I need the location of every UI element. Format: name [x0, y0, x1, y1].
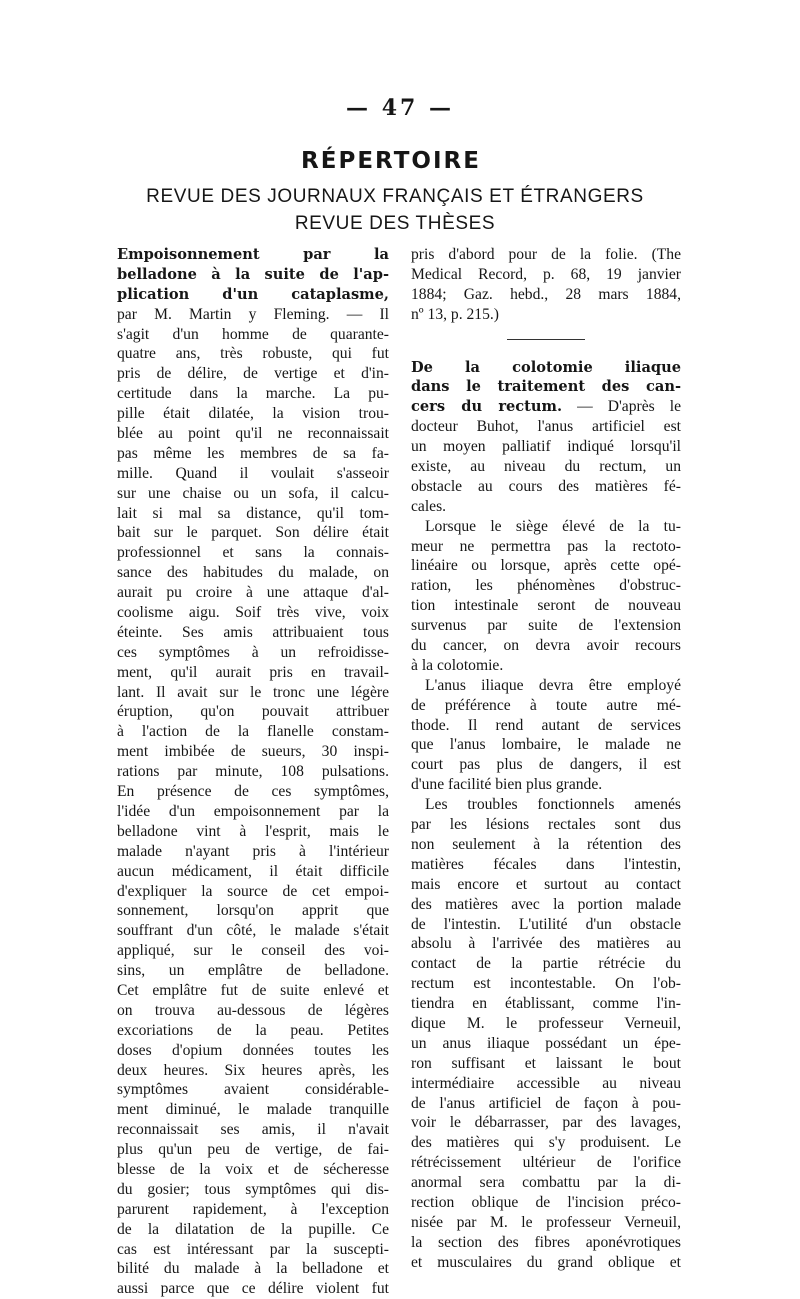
right-column	[411, 245, 681, 1273]
text-line: nisée par M. le professeur Verneuil,	[411, 1213, 681, 1231]
text-line: deux heures. Six heures après, les	[117, 1061, 389, 1079]
text-line: belladone à la suite de l'ap-	[117, 265, 389, 283]
article-colotomie	[411, 358, 681, 1273]
text-line: certitude dans la marche. La pu-	[117, 385, 389, 403]
text-line: mais encore et surtout au contact	[411, 875, 681, 893]
text-line: lait si mal sa distance, qu'il tom-	[117, 504, 389, 522]
text-line: Cet emplâtre fut de suite enlevé et	[117, 981, 389, 999]
text-line: sins, un emplâtre de belladone.	[117, 962, 389, 980]
section-subtitle-theses: REVUE DES THÈSES	[294, 213, 496, 234]
text-line: professionnel et sans la connais-	[117, 544, 389, 562]
text-line: ment diminué, le malade tranquille	[117, 1101, 389, 1119]
text-line: malade n'ayant pris à l'intérieur	[117, 842, 389, 860]
text-line: des matières avec la portion malade	[411, 895, 681, 913]
text-line: Les troubles fonctionnels amenés	[425, 796, 681, 814]
text-line: sur une chaise ou un sofa, il calcu-	[117, 484, 389, 502]
text-line: ment, qu'il aurait pris en travail-	[117, 663, 389, 681]
text-line: pas même les membres de sa fa-	[117, 444, 389, 462]
text-line: linéaire ou lorsque, après cette opé-	[411, 557, 681, 575]
text-line: aussi parce que ce délire violent fut	[117, 1280, 389, 1298]
text-line: cales.	[411, 497, 447, 515]
text-line: mille. Quand il voulait s'asseoir	[117, 464, 389, 482]
text-line: matières fécales dans l'intestin,	[411, 855, 681, 873]
text-line: plication d'un cataplasme,	[117, 285, 389, 303]
text-line: bilité du malade à la belladone et	[117, 1260, 389, 1278]
text-line: ration, les phénomènes d'obstruc-	[411, 577, 681, 595]
text-line: lant. Il avait sur le tronc une légère	[117, 683, 389, 701]
text-line: thode. Il rend autant de services	[411, 716, 681, 734]
text-line: 1884; Gaz. hebd., 28 mars 1884,	[411, 285, 681, 303]
text-line: Lorsque le siège élevé de la tu-	[425, 517, 681, 535]
text-line: absolu à l'arrivée des matières au	[411, 935, 681, 953]
text-line: d'expliquer la source de cet empoi-	[117, 882, 389, 900]
text-line: L'anus iliaque devra être employé	[425, 676, 681, 694]
text-line: nº 13, p. 215.)	[411, 305, 499, 323]
text-line: on trouva au-dessous de légères	[117, 1001, 389, 1019]
text-line: voir le débarrasser, par des lavages,	[411, 1114, 681, 1132]
text-line: excoriations de la peau. Petites	[117, 1021, 389, 1039]
text-line: reconnaissait ses amis, il n'avait	[117, 1121, 389, 1139]
text-line: symptômes avaient considérable-	[117, 1081, 389, 1099]
text-line: cers du rectum. — D'après le	[411, 398, 681, 416]
text-line: tiendra en établissant, comme l'in-	[411, 995, 681, 1013]
text-line: éruption, qu'on pouvait attribuer	[117, 703, 389, 721]
text-line: rection oblique de l'incision préco-	[411, 1193, 681, 1211]
text-line: d'une facilité bien plus grande.	[411, 776, 603, 794]
text-line: meur ne permettra pas la rectoto-	[411, 537, 681, 555]
text-line: un anus iliaque possédant un épe-	[411, 1034, 681, 1052]
text-line: ment imbibée de sueurs, 30 inspi-	[117, 743, 389, 761]
text-line: court pas plus de dangers, il est	[411, 756, 681, 774]
text-line: à l'action de la flanelle constam-	[117, 723, 389, 741]
text-line: du gosier; tous symptômes qui dis-	[117, 1180, 389, 1198]
page-number: — 47 —	[346, 95, 454, 121]
text-line: et musculaires du grand oblique et	[411, 1253, 681, 1271]
text-line: Medical Record, p. 68, 19 janvier	[411, 265, 681, 283]
text-line: souffrant d'un côté, le malade s'était	[117, 922, 389, 940]
text-line: s'agit d'un homme de quarante-	[117, 325, 389, 343]
text-line: parurent rapidement, à l'exception	[117, 1200, 389, 1218]
text-line: pris de délire, de vertige et d'in-	[117, 365, 389, 383]
text-line: rectum est incontestable. On l'ob-	[411, 975, 681, 993]
section-title: RÉPERTOIRE	[301, 148, 481, 174]
text-line: obstacle au cours des matières fé-	[411, 477, 681, 495]
text-line: dique M. le professeur Verneuil,	[411, 1014, 681, 1032]
text-line: blesse de la voix et de sécheresse	[117, 1160, 389, 1178]
text-line: Empoisonnement par la	[117, 246, 389, 263]
text-line: cas est intéressant par la suscepti-	[117, 1240, 389, 1258]
text-line: aucun médicament, il était difficile	[117, 862, 389, 880]
text-line: pris d'abord pour de la folie. (The	[411, 246, 681, 263]
text-line: un moyen palliatif indiqué lorsqu'il	[411, 438, 681, 456]
text-line: de préférence à toute autre mé-	[411, 696, 681, 714]
text-line: sonnement, lorsqu'on apprit que	[117, 902, 389, 920]
article-divider	[507, 339, 585, 340]
text-line: blée au point qu'il ne reconnaissait	[117, 425, 389, 443]
text-line: plus qu'un peu de vertige, de fai-	[117, 1141, 389, 1159]
section-subtitle-journals: REVUE DES JOURNAUX FRANÇAIS ET ÉTRANGERS	[146, 186, 644, 207]
text-line: la section des fibres aponévrotiques	[411, 1233, 681, 1251]
text-line: En présence de ces symptômes,	[117, 783, 389, 801]
text-line: rétrécissement ultérieur de l'orifice	[411, 1154, 681, 1172]
text-line: bait sur le parquet. Son délire était	[117, 524, 389, 542]
text-line: que l'anus lombaire, le malade ne	[411, 736, 681, 754]
text-line: coolisme aigu. Soif très vive, voix	[117, 604, 389, 622]
text-line: intermédiaire accessible au niveau	[411, 1074, 681, 1092]
text-line: survenus par suite de l'extension	[411, 617, 681, 635]
text-line: de l'anus artificiel de façon à pou-	[411, 1094, 681, 1112]
text-line: de la dilatation de la pupille. Ce	[117, 1220, 389, 1238]
left-column	[117, 245, 389, 1299]
text-line: De la colotomie iliaque	[411, 358, 681, 376]
text-line: de l'intestin. L'utilité d'un obstacle	[411, 915, 681, 933]
text-line: dans le traitement des can-	[411, 378, 681, 396]
text-line: rations par minute, 108 pulsations.	[117, 763, 389, 781]
text-line: non seulement à la rétention des	[411, 835, 681, 853]
text-line: existe, au niveau du rectum, un	[411, 458, 681, 476]
text-line: pille était dilatée, la vision trou-	[117, 405, 389, 423]
text-line: l'idée d'un empoisonnement par la	[117, 802, 389, 820]
text-line: du cancer, on devra avoir recours	[411, 637, 681, 655]
text-line: docteur Buhot, l'anus artificiel est	[411, 418, 681, 436]
article-continuation	[411, 245, 681, 325]
text-line: éteinte. Ses amis attribuaient tous	[117, 623, 389, 641]
text-line: belladone vint à l'esprit, mais le	[117, 822, 389, 840]
text-line: appliqué, sur le conseil des voi-	[117, 942, 389, 960]
text-line: aurait pu croire à une attaque d'al-	[117, 584, 389, 602]
text-line: sance des habitudes du malade, on	[117, 564, 389, 582]
text-line: contact de la partie rétrécie du	[411, 955, 681, 973]
text-line: par les lésions rectales sont dus	[411, 816, 681, 834]
text-line: des matières qui s'y produisent. Le	[411, 1134, 681, 1152]
text-line: anormal sera combattu par la di-	[411, 1174, 681, 1192]
text-line: ron suffisant et laissant le bout	[411, 1054, 681, 1072]
text-line: à la colotomie.	[411, 656, 504, 674]
text-line: tion intestinale seront de nouveau	[411, 597, 681, 615]
text-line: quatre ans, très robuste, qui fut	[117, 345, 389, 363]
text-line: ces symptômes à un refroidisse-	[117, 643, 389, 661]
text-line: doses d'opium données toutes les	[117, 1041, 389, 1059]
text-line: par M. Martin y Fleming. — Il	[117, 305, 389, 323]
